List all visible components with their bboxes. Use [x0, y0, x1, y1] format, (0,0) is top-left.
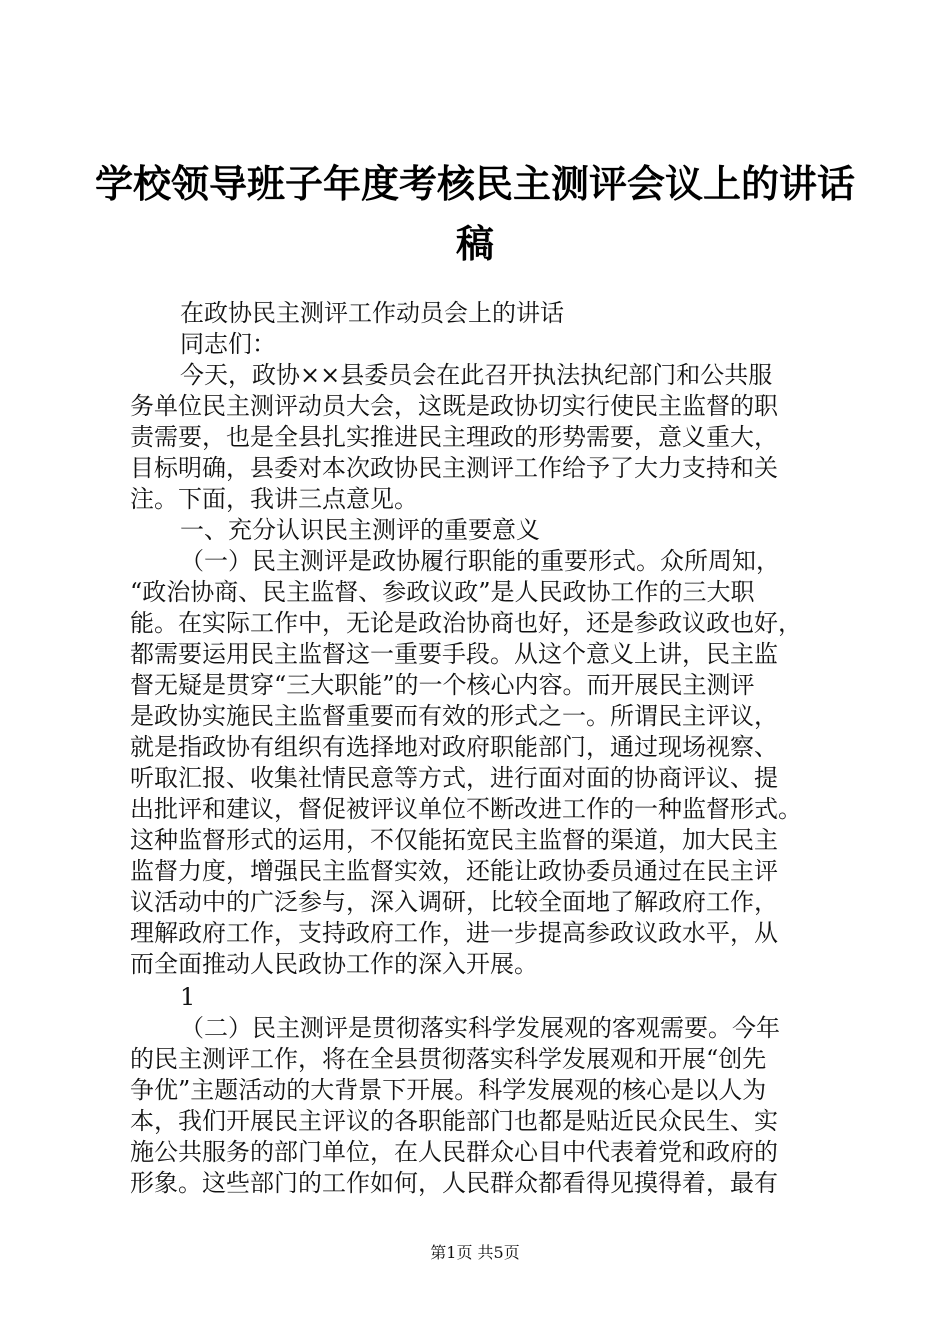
body-line: 出批评和建议，督促被评议单位不断改进工作的一种监督形式。: [130, 795, 802, 823]
body-line: 争优”主题活动的大背景下开展。科学发展观的核心是以人为: [130, 1076, 767, 1104]
body-line: 是政协实施民主监督重要而有效的形式之一。所谓民主评议，: [130, 702, 778, 730]
body-line: 能。在实际工作中，无论是政治协商也好，还是参政议政也好，: [130, 609, 802, 637]
body-line: 听取汇报、收集社情民意等方式，进行面对面的协商评议、提: [130, 764, 778, 792]
document-title-continued: 稿: [455, 221, 494, 266]
body-line: （二）民主测评是贯彻落实科学发展观的客观需要。今年: [180, 1014, 780, 1042]
body-line: 议活动中的广泛参与，深入调研，比较全面地了解政府工作，: [130, 888, 778, 916]
body-line: “政治协商、民主监督、参政议政”是人民政协工作的三大职: [130, 578, 755, 606]
body-line: 本，我们开展民主评议的各职能部门也都是贴近民众民生、实: [130, 1107, 778, 1135]
body-line: 而全面推动人民政协工作的深入开展。: [130, 950, 538, 978]
body-line: 形象。这些部门的工作如何，人民群众都看得见摸得着，最有: [130, 1169, 778, 1197]
body-line: 监督力度，增强民主监督实效，还能让政协委员通过在民主评: [130, 857, 778, 885]
body-line: 理解政府工作，支持政府工作，进一步提高参政议政水平，从: [130, 919, 778, 947]
body-line: 今天，政协××县委员会在此召开执法执纪部门和公共服: [180, 361, 773, 389]
document-title: 学校领导班子年度考核民主测评会议上的讲话: [94, 161, 855, 206]
inline-number: 1: [180, 983, 196, 1011]
body-line: 这种监督形式的运用，不仅能拓宽民主监督的渠道，加大民主: [130, 826, 778, 854]
speech-heading: 在政协民主测评工作动员会上的讲话: [180, 299, 564, 327]
body-line: 都需要运用民主监督这一重要手段。从这个意义上讲，民主监: [130, 640, 778, 668]
body-line: 责需要，也是全县扎实推进民主理政的形势需要，意义重大，: [130, 423, 778, 451]
body-line: 目标明确，县委对本次政协民主测评工作给予了大力支持和关: [130, 454, 778, 482]
section-heading: 一、充分认识民主测评的重要意义: [180, 516, 540, 544]
page-footer: 第1页 共5页: [430, 1243, 520, 1262]
body-line: 注。下面，我讲三点意见。: [130, 485, 418, 513]
body-line: 的民主测评工作，将在全县贯彻落实科学发展观和开展“创先: [130, 1045, 767, 1073]
salutation: 同志们：: [180, 330, 276, 358]
body-line: 施公共服务的部门单位，在人民群众心目中代表着党和政府的: [130, 1138, 778, 1166]
body-line: （一）民主测评是政协履行职能的重要形式。众所周知，: [180, 547, 780, 575]
body-line: 就是指政协有组织有选择地对政府职能部门，通过现场视察、: [130, 733, 778, 761]
body-line: 督无疑是贯穿“三大职能”的一个核心内容。而开展民主测评: [130, 671, 755, 699]
body-line: 务单位民主测评动员大会，这既是政协切实行使民主监督的职: [130, 392, 778, 420]
